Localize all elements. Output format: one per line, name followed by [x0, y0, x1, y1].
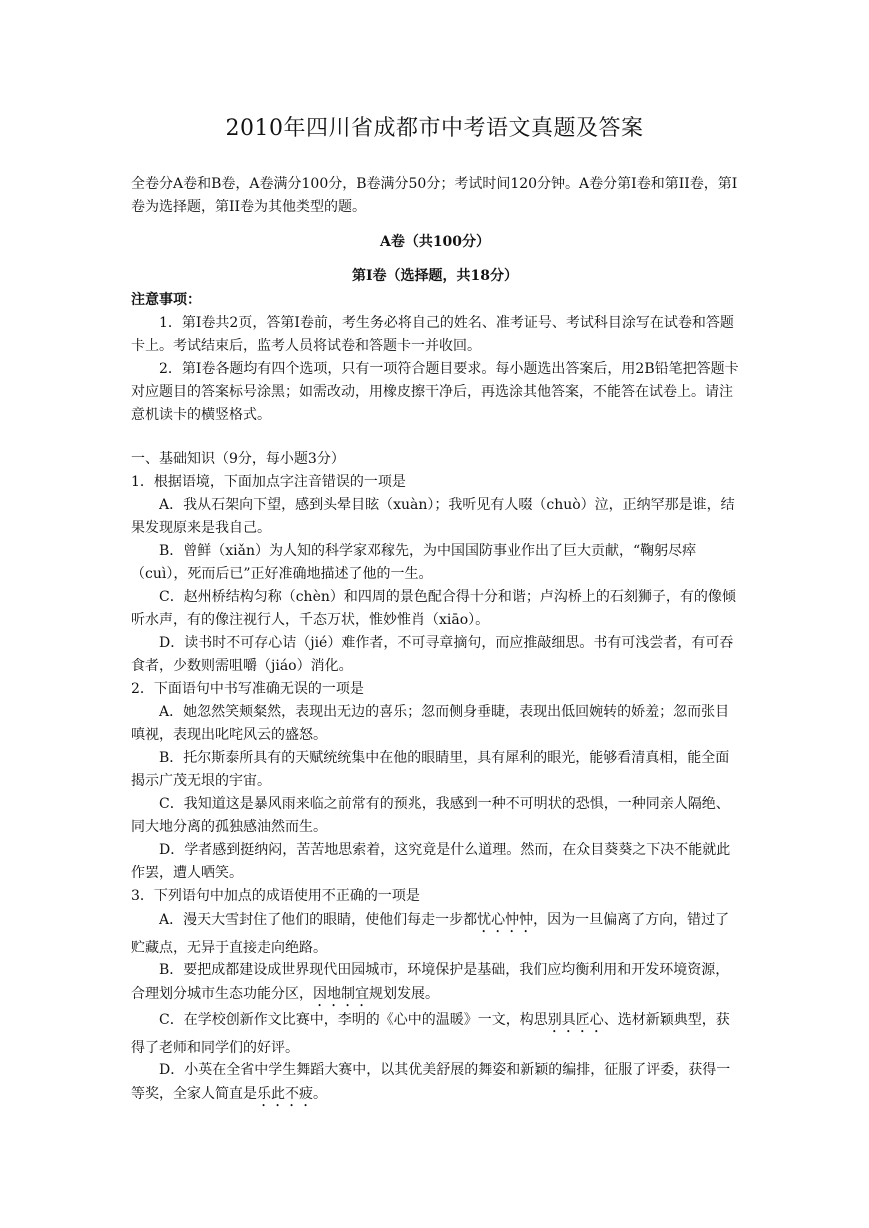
question-3-stem: 3．下列语句中加点的成语使用不正确的一项是 — [131, 888, 420, 904]
question-1-option-c: C．赵州桥结构匀称（chèn）和四周的景色配合得十分和谐；卢沟桥上的石刻狮子，有的像倾听水声，有的像注视行人，千态万状，惟妙惟肖（xiāo）。 — [131, 589, 736, 628]
emphasized-idiom: 因地制宜 — [313, 986, 369, 1002]
question-2-stem: 2．下面语句中书写准确无误的一项是 — [131, 681, 364, 697]
question-1-stem: 1．根据语境，下面加点字注音错误的一项是 — [131, 474, 406, 490]
question-2-option-d: D．学者感到挺纳闷，苦苦地思索着，这究竟是什么道理。然而，在众目葵葵之下决不能就此作罢，遭人哂笑。 — [131, 842, 731, 881]
notice-item-2: 2．第Ⅰ卷各题均有四个选项，只有一项符合题目要求。每小题选出答案后，用2B铅笔把答题卡对应题目的答案标号涂黑；如需改动，用橡皮擦干净后，再选涂其他答案，不能答在试卷上。请注意机读卡的横竖格式。 — [131, 361, 739, 423]
emphasized-idiom: 别具匠心 — [547, 1012, 604, 1028]
question-3-option-c: C．在学校创新作文比赛中，李明的《心中的温暖》一文，构思别具匠心、选材新颖典型，获得了老师和同学们的好评。 — [131, 1012, 730, 1056]
part-one-heading: 第Ⅰ卷（选择题，共18分） — [351, 268, 519, 284]
intro-paragraph: 全卷分A卷和B卷，A卷满分100分，B卷满分50分；考试时间120分钟。A卷分第Ⅰ卷和第II卷，第Ⅰ 卷为选择题，第II卷为其他类型的题。 — [131, 176, 738, 215]
question-1-option-a: A．我从石架向下望，感到头晕目眩（xuàn）；我听见有人啜（chuò）泣，正纳罕那是谁，结果发现原来是我自己。 — [131, 497, 735, 536]
question-3-option-a: A．漫天大雪封住了他们的眼睛，使他们每走一步都忧心忡忡，因为一旦偏离了方向，错过了贮藏点，无异于直接走向绝路。 — [131, 912, 730, 956]
question-3-option-b: B．要把成都建设成世界现代田园城市，环境保护是基础，我们应均衡利用和开发环境资源，合理划分城市生态功能分区，因地制宜规划发展。 — [131, 962, 730, 1002]
question-2-option-b: B．托尔斯泰所具有的天赋统统集中在他的眼睛里，具有犀利的眼光，能够看清真相，能全面揭示广茂无垠的宇宙。 — [131, 750, 730, 789]
notice-label: 注意事项： — [131, 292, 201, 308]
section-a-heading: A卷（共100分） — [379, 234, 491, 250]
section-one-heading: 一、基础知识（9分，每小题3分） — [131, 451, 345, 467]
question-2-option-a: A．她忽然笑颊粲然，表现出无边的喜乐；忽而侧身垂睫，表现出低回婉转的娇羞；忽而张目嗔视，表现出叱咤风云的盛怒。 — [131, 704, 730, 743]
emphasized-idiom: 乐此不疲 — [257, 1086, 313, 1102]
page-title: 2010年四川省成都市中考语文真题及答案 — [225, 116, 644, 141]
notice-item-1: 1．第Ⅰ卷共2页，答第Ⅰ卷前，考生务必将自己的姓名、准考证号、考试科目涂写在试卷和答题卡上。考试结束后，监考人员将试卷和答题卡一并收回。 — [131, 315, 734, 354]
emphasized-idiom: 忧心忡忡 — [477, 912, 534, 928]
question-3-option-d: D．小英在全省中学生舞蹈大赛中，以其优美舒展的舞姿和新颖的编排，征服了评委，获得一等奖，全家人简直是乐此不疲。 — [131, 1062, 731, 1102]
question-1-option-d: D．读书时不可存心诘（jié）难作者，不可寻章摘句，而应推敲细思。书有可浅尝者，有可吞食者，少数则需咀嚼（jiáo）消化。 — [131, 635, 734, 674]
question-1-option-b: B．曾鲜（xiǎn）为人知的科学家邓稼先，为中国国防事业作出了巨大贡献，“鞠躬尽瘁（cuì），死而后已”正好准确地描述了他的一生。 — [131, 543, 697, 582]
question-2-option-c: C．我知道这是暴风雨来临之前常有的预兆，我感到一种不可明状的恐惧，一种同亲人隔绝、同大地分离的孤独感油然而生。 — [131, 796, 730, 835]
